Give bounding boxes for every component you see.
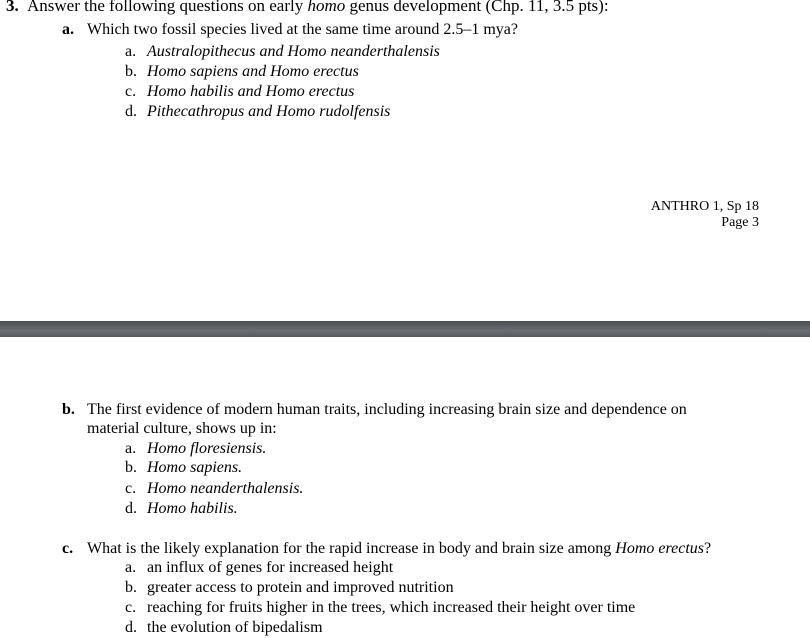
option-text: Homo habilis. xyxy=(147,500,238,517)
part-c-question xyxy=(62,539,711,559)
part-c-option-a xyxy=(125,558,393,578)
option-text: the evolution of bipedalism xyxy=(147,619,323,636)
page-divider xyxy=(0,321,810,337)
part-b-option-a xyxy=(125,439,266,459)
option-text: Homo habilis and Homo erectus xyxy=(147,83,355,100)
part-a-option-a xyxy=(125,42,440,62)
option-text: Homo floresiensis. xyxy=(147,440,267,457)
part-a-option-d xyxy=(125,102,390,122)
option-letter: b. xyxy=(125,459,137,476)
option-text: Homo sapiens and Homo erectus xyxy=(147,63,359,80)
question-text-pre: Answer the following questions on early xyxy=(27,0,308,15)
option-letter: b. xyxy=(125,579,137,596)
part-b-label: b. xyxy=(62,401,75,418)
part-a-question-text: Which two fossil species lived at the same time around 2.5–1 mya? xyxy=(87,21,518,38)
part-b-option-d xyxy=(125,499,238,519)
part-b-question-line2: material culture, shows up in: xyxy=(87,420,277,437)
question-heading xyxy=(6,0,609,16)
part-a-question xyxy=(62,20,518,40)
option-letter: c. xyxy=(125,83,137,100)
option-letter: a. xyxy=(125,559,137,576)
question-text-post: genus development (Chp. 11, 3.5 pts): xyxy=(345,0,609,15)
option-letter: c. xyxy=(125,599,137,616)
option-letter: b. xyxy=(125,63,137,80)
option-text: reaching for fruits higher in the trees, which increased their height over time xyxy=(147,599,636,616)
course-label: ANTHRO 1, Sp 18 xyxy=(650,199,759,214)
option-text: Homo sapiens. xyxy=(147,459,243,476)
part-a-label: a. xyxy=(62,21,74,38)
option-letter: a. xyxy=(125,440,137,457)
option-text: an influx of genes for increased height xyxy=(147,559,394,576)
option-letter: d. xyxy=(125,103,137,120)
option-text: Pithecathropus and Homo rudolfensis xyxy=(147,103,391,120)
part-b-option-b xyxy=(125,458,242,478)
option-letter: c. xyxy=(125,480,137,497)
part-a-option-c xyxy=(125,82,354,102)
option-letter: d. xyxy=(125,500,137,517)
part-c-option-c xyxy=(125,598,635,618)
option-text: Australopithecus and Homo neanderthalensis xyxy=(147,43,440,60)
part-c-question-italic: Homo erectus xyxy=(615,540,704,557)
option-letter: d. xyxy=(125,619,137,636)
part-c-option-d xyxy=(125,618,323,638)
part-c-option-b xyxy=(125,578,454,598)
part-c-question-post: ? xyxy=(704,540,712,557)
page-footer xyxy=(651,199,759,231)
part-c-label: c. xyxy=(62,540,74,557)
part-b-question xyxy=(62,400,687,420)
option-letter: a. xyxy=(125,43,137,60)
page-number: Page 3 xyxy=(721,215,759,230)
part-b-question-line1: The first evidence of modern human traits, including increasing brain size and dependence on xyxy=(87,401,687,418)
part-b-option-c xyxy=(125,479,303,499)
part-a-option-b xyxy=(125,62,359,82)
option-text: greater access to protein and improved nutrition xyxy=(147,579,454,596)
question-number: 3. xyxy=(6,0,19,15)
option-text: Homo neanderthalensis. xyxy=(147,480,304,497)
question-text-italic: homo xyxy=(307,0,346,15)
part-c-question-pre: What is the likely explanation for the rapid increase in body and brain size among xyxy=(87,540,616,557)
